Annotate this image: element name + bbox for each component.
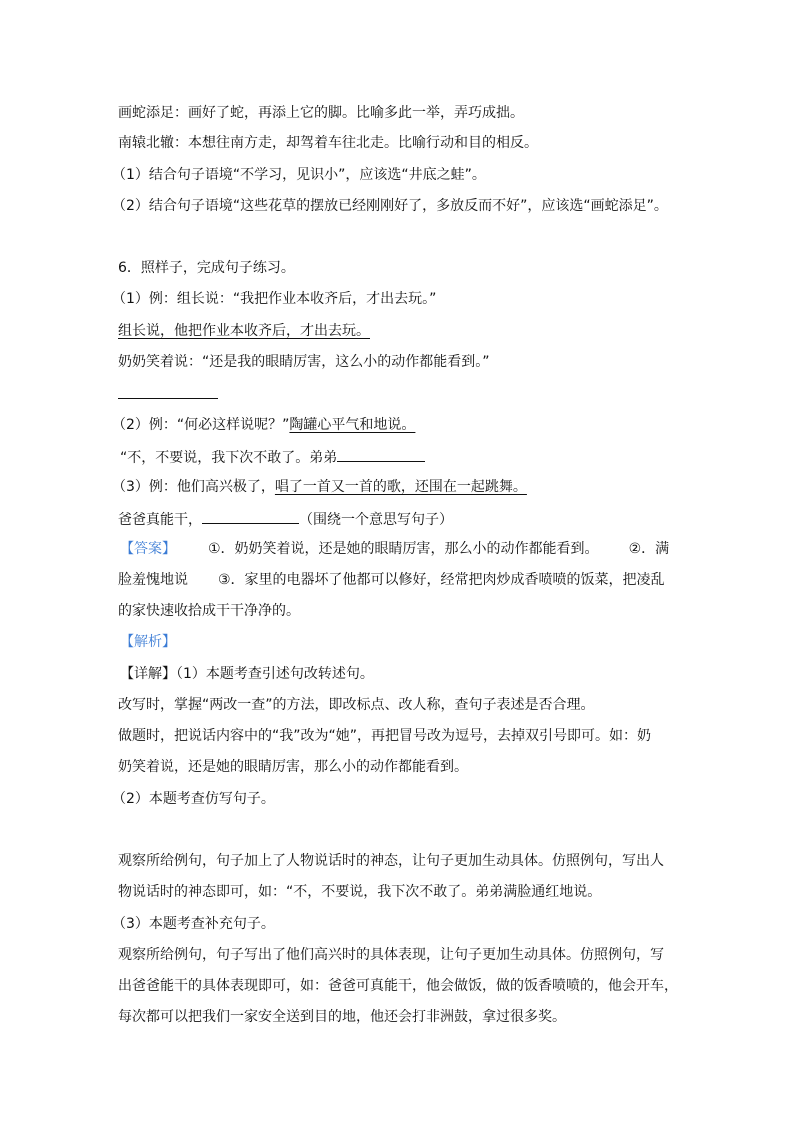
explain-line: （2）结合句子语境“这些花草的摆放已经刚刚好了，多放反而不好”，应该选“画蛇添足”。 bbox=[112, 198, 668, 214]
prompt-3-hint: （围绕一个意思写句子） bbox=[299, 512, 453, 528]
analysis-line: 物说话时的神态即可，如：“不，不要说，我下次不敢了。弟弟满脸通红地说。 bbox=[118, 884, 602, 900]
prompt-3 bbox=[118, 509, 453, 529]
analysis-line: 奶笑着说，还是她的眼睛厉害，那么小的动作都能看到。 bbox=[118, 759, 468, 775]
analysis-line: 每次都可以把我们一家安全送到目的地，他还会打非洲鼓，拿过很多奖。 bbox=[118, 1009, 566, 1025]
prompt-1: 奶奶笑着说：“还是我的眼睛厉害，这么小的动作都能看到。” bbox=[118, 354, 490, 370]
example-2 bbox=[112, 416, 415, 434]
answer-blank-1[interactable] bbox=[118, 384, 218, 404]
analysis-line: （2）本题考查仿写句子。 bbox=[112, 791, 275, 807]
prompt-3-text: 爸爸真能干， bbox=[118, 512, 202, 528]
answer-line-1 bbox=[120, 540, 669, 558]
answer-blank-2[interactable] bbox=[337, 447, 425, 462]
answer-3-start: ③．家里的电器坏了他都可以修好，经常把肉炒成香喷喷的饭菜，把凌乱 bbox=[218, 572, 665, 588]
answer-1: ①．奶奶笑着说，还是她的眼睛厉害，那么小的动作都能看到。 bbox=[208, 541, 599, 557]
question-title: 6．照样子，完成句子练习。 bbox=[118, 260, 295, 276]
analysis-line: 改写时，掌握“两改一查”的方法，即改标点、改人称，查句子表述是否合理。 bbox=[118, 697, 595, 713]
answer-2-end: 脸羞愧地说 bbox=[118, 572, 188, 588]
prompt-2 bbox=[120, 447, 425, 467]
analysis-label: 【解析】 bbox=[120, 634, 176, 650]
analysis-line: （3）本题考查补充句子。 bbox=[112, 916, 275, 932]
analysis-line: 观察所给例句，句子写出了他们高兴时的具体表现，让句子更加生动具体。仿照例句，写 bbox=[118, 947, 664, 963]
analysis-line: 做题时，把说话内容中的“我”改为“她”，再把冒号改为逗号，去掉双引号即可。如：奶 bbox=[118, 728, 652, 744]
idiom-line: 画蛇添足：画好了蛇，再添上它的脚。比喻多此一举，弄巧成拙。 bbox=[118, 105, 524, 121]
explain-line: （1）结合句子语境“不学习，见识小”，应该选“井底之蛙”。 bbox=[112, 167, 486, 183]
answer-line-2 bbox=[118, 571, 665, 589]
idiom-line: 南辕北辙：本想往南方走，却驾着车往北走。比喻行动和目的相反。 bbox=[118, 135, 538, 151]
analysis-line: 观察所给例句，句子加上了人物说话时的神态，让句子更加生动具体。仿照例句，写出人 bbox=[118, 853, 664, 869]
example-3-text: （3）例：他们高兴极了， bbox=[112, 479, 275, 495]
example-2-underlined: 陶罐心平气和地说。 bbox=[289, 417, 416, 433]
answer-3-end: 的家快速收拾成干干净净的。 bbox=[118, 603, 300, 619]
example-1-answer: 组长说，他把作业本收齐后，才出去玩。 bbox=[118, 323, 370, 339]
example-3 bbox=[112, 478, 527, 496]
answer-label: 【答案】 bbox=[120, 541, 176, 557]
analysis-line: 出爸爸能干的具体表现即可，如：爸爸可真能干，他会做饭，做的饭香喷喷的，他会开车， bbox=[118, 978, 678, 994]
example-3-underlined: 唱了一首又一首的歌，还围在一起跳舞。 bbox=[274, 479, 527, 495]
example-1: （1）例：组长说：“我把作业本收齐后，才出去玩。” bbox=[112, 291, 437, 307]
answer-blank-3[interactable] bbox=[202, 509, 299, 524]
prompt-2-text: “不，不要说，我下次不敢了。弟弟 bbox=[120, 450, 338, 466]
example-2-text: （2）例：“何必这样说呢？” bbox=[112, 417, 290, 433]
analysis-line: 【详解】（1）本题考查引述句改转述句。 bbox=[120, 666, 374, 682]
answer-2-start: ②．满 bbox=[628, 541, 670, 557]
